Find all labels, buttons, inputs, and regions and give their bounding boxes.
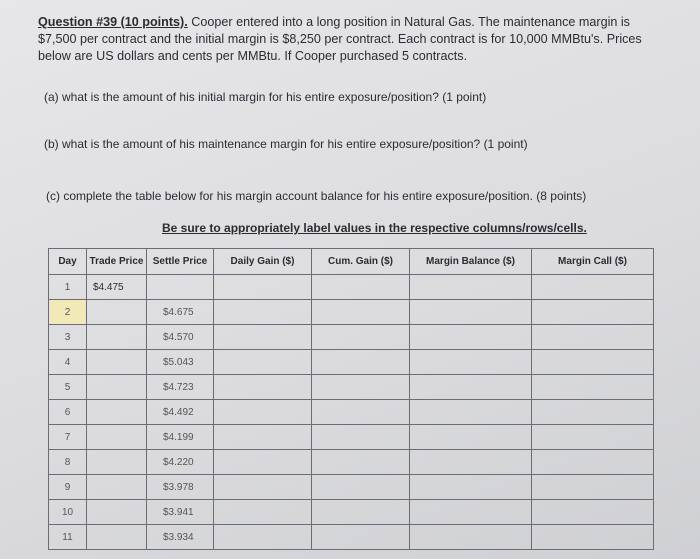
margin-call-cell[interactable] [532, 375, 654, 400]
cum-gain-cell[interactable] [312, 525, 410, 550]
cum-gain-cell[interactable] [312, 500, 410, 525]
trade-price-cell [87, 450, 147, 475]
margin-call-cell[interactable] [532, 475, 654, 500]
trade-price-cell: $4.475 [87, 275, 147, 300]
cum-gain-cell[interactable] [312, 325, 410, 350]
cum-gain-cell[interactable] [312, 400, 410, 425]
label-instruction: Be sure to appropriately label values in the respective columns/rows/cells. [162, 221, 587, 235]
margin-call-cell[interactable] [532, 425, 654, 450]
margin-balance-cell[interactable] [410, 500, 532, 525]
table-header-row [49, 249, 654, 275]
table-row [49, 400, 654, 425]
part-b: (b) what is the amount of his maintenance margin for his entire exposure/position? (1 point) [44, 137, 528, 151]
day-cell: 6 [49, 400, 87, 425]
question-title: Question #39 (10 points). [38, 15, 188, 29]
cum-gain-cell[interactable] [312, 375, 410, 400]
margin-balance-cell[interactable] [410, 450, 532, 475]
table-row [49, 275, 654, 300]
margin-balance-cell[interactable] [410, 375, 532, 400]
margin-call-cell[interactable] [532, 275, 654, 300]
header-margin-call: Margin Call ($) [532, 249, 654, 275]
table-row [49, 325, 654, 350]
trade-price-cell [87, 475, 147, 500]
cum-gain-cell[interactable] [312, 475, 410, 500]
daily-gain-cell[interactable] [214, 350, 312, 375]
trade-price-cell [87, 500, 147, 525]
table-row [49, 425, 654, 450]
margin-balance-cell[interactable] [410, 475, 532, 500]
trade-price-cell [87, 350, 147, 375]
margin-balance-cell[interactable] [410, 400, 532, 425]
margin-call-cell[interactable] [532, 325, 654, 350]
day-cell: 3 [49, 325, 87, 350]
settle-price-cell: $3.978 [147, 475, 214, 500]
margin-balance-cell[interactable] [410, 350, 532, 375]
trade-price-cell [87, 525, 147, 550]
day-cell: 7 [49, 425, 87, 450]
margin-balance-cell[interactable] [410, 525, 532, 550]
margin-balance-cell[interactable] [410, 325, 532, 350]
margin-call-cell[interactable] [532, 525, 654, 550]
daily-gain-cell[interactable] [214, 425, 312, 450]
header-day: Day [49, 249, 87, 275]
daily-gain-cell[interactable] [214, 475, 312, 500]
table-row [49, 300, 654, 325]
cum-gain-cell[interactable] [312, 450, 410, 475]
daily-gain-cell[interactable] [214, 500, 312, 525]
daily-gain-cell[interactable] [214, 450, 312, 475]
cum-gain-cell[interactable] [312, 425, 410, 450]
daily-gain-cell[interactable] [214, 400, 312, 425]
part-a: (a) what is the amount of his initial margin for his entire exposure/position? (1 point) [44, 90, 487, 104]
table-row [49, 475, 654, 500]
margin-balance-cell[interactable] [410, 425, 532, 450]
settle-price-cell: $3.941 [147, 500, 214, 525]
day-cell: 8 [49, 450, 87, 475]
day-cell: 1 [49, 275, 87, 300]
settle-price-cell: $4.199 [147, 425, 214, 450]
day-cell: 5 [49, 375, 87, 400]
header-trade-price: Trade Price [87, 249, 147, 275]
settle-price-cell: $4.220 [147, 450, 214, 475]
table-row [49, 500, 654, 525]
margin-call-cell[interactable] [532, 450, 654, 475]
day-cell: 11 [49, 525, 87, 550]
day-cell: 9 [49, 475, 87, 500]
margin-balance-cell[interactable] [410, 300, 532, 325]
header-cum-gain: Cum. Gain ($) [312, 249, 410, 275]
settle-price-cell: $5.043 [147, 350, 214, 375]
header-settle-price: Settle Price [147, 249, 214, 275]
trade-price-cell [87, 300, 147, 325]
table-row [49, 375, 654, 400]
cum-gain-cell[interactable] [312, 350, 410, 375]
table-row [49, 450, 654, 475]
part-c: (c) complete the table below for his margin account balance for his entire exposure/position. (8 points) [46, 189, 587, 203]
cum-gain-cell[interactable] [312, 300, 410, 325]
trade-price-cell [87, 425, 147, 450]
trade-price-cell [87, 400, 147, 425]
header-daily-gain: Daily Gain ($) [214, 249, 312, 275]
table-row [49, 525, 654, 550]
margin-call-cell[interactable] [532, 400, 654, 425]
daily-gain-cell[interactable] [214, 375, 312, 400]
daily-gain-cell[interactable] [214, 300, 312, 325]
table-row [49, 350, 654, 375]
margin-call-cell[interactable] [532, 500, 654, 525]
header-margin-balance: Margin Balance ($) [410, 249, 532, 275]
day-cell: 10 [49, 500, 87, 525]
daily-gain-cell[interactable] [214, 275, 312, 300]
trade-price-cell [87, 375, 147, 400]
day-cell: 4 [49, 350, 87, 375]
question-body: Cooper entered into a long position in Natural Gas. The maintenance margin is $7,500 per contract and the initial margin is $8,250 per contract. Each contract is for 10,000 MMBtu's. Prices below are US dollars and cents per MMBtu. If Cooper purchased 5 contracts. [38, 15, 642, 63]
settle-price-cell: $4.492 [147, 400, 214, 425]
margin-account-table [48, 248, 654, 550]
settle-price-cell: $4.675 [147, 300, 214, 325]
daily-gain-cell[interactable] [214, 525, 312, 550]
day-cell: 2 [49, 300, 87, 325]
daily-gain-cell[interactable] [214, 325, 312, 350]
settle-price-cell: $3.934 [147, 525, 214, 550]
margin-call-cell[interactable] [532, 350, 654, 375]
margin-call-cell[interactable] [532, 300, 654, 325]
question-paragraph [38, 14, 668, 65]
settle-price-cell: $4.570 [147, 325, 214, 350]
cum-gain-cell[interactable] [312, 275, 410, 300]
settle-price-cell [147, 275, 214, 300]
margin-balance-cell[interactable] [410, 275, 532, 300]
settle-price-cell: $4.723 [147, 375, 214, 400]
trade-price-cell [87, 325, 147, 350]
